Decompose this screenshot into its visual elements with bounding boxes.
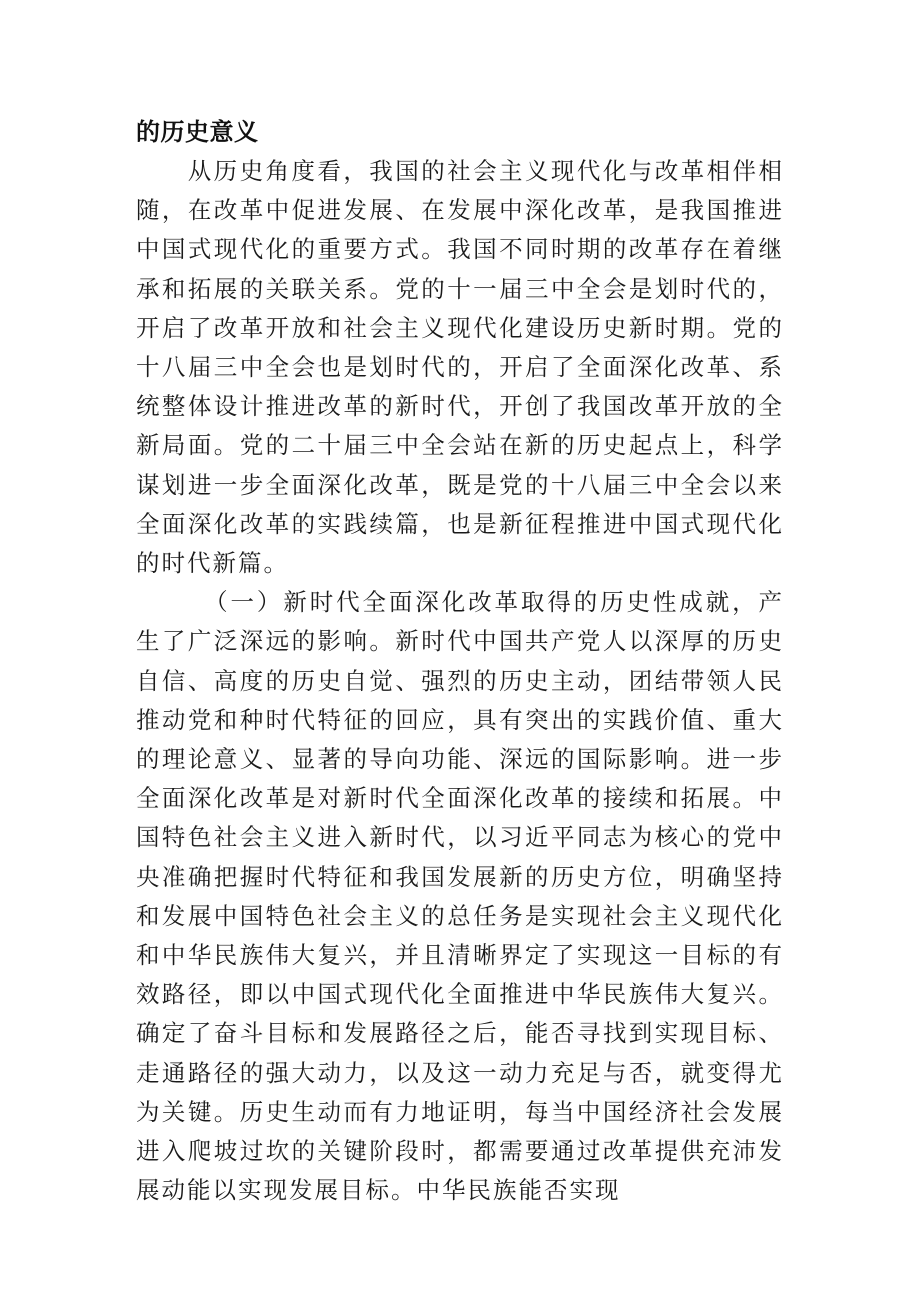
section-heading: 的历史意义 — [136, 118, 259, 146]
document-body — [136, 112, 784, 1210]
paragraph-1: 从历史角度看，我国的社会主义现代化与改革相伴相随，在改革中促进发展、在发展中深化改革，是我国推进中国式现代化的重要方式。我国不同时期的改革存在着继承和拓展的关联关系。党的十一届三中全会是划时代的，开启了改革开放和社会主义现代化建设历史新时期。党的十八届三中全会也是划时代的，开启了全面深化改革、系统整体设计推进改革的新时代，开创了我国改革开放的全新局面。党的二十届三中全会站在新的历史起点上，科学谋划进一步全面深化改革，既是党的十八届三中全会以来全面深化改革的实践续篇，也是新征程推进中国式现代化的时代新篇。 — [136, 157, 784, 578]
paragraph-2: （一）新时代全面深化改革取得的历史性成就，产生了广泛深远的影响。新时代中国共产党人以深厚的历史自信、高度的历史自觉、强烈的历史主动，团结带领人民推动党和种时代特征的回应，具有突出的实践价值、重大的理论意义、显著的导向功能、深远的国际影响。进一步全面深化改革是对新时代全面深化改革的接续和拓展。中国特色社会主义进入新时代，以习近平同志为核心的党中央准确把握时代特征和我国发展新的历史方位，明确坚持和发展中国特色社会主义的总任务是实现社会主义现代化和中华民族伟大复兴，并且清晰界定了实现这一目标的有效路径，即以中国式现代化全面推进中华民族伟大复兴。确定了奋斗目标和发展路径之后，能否寻找到实现目标、走通路径的强大动力，以及这一动力充足与否，就变得尤为关键。历史生动而有力地证明，每当中国经济社会发展进入爬坡过坎的关键阶段时，都需要通过改革提供充沛发展动能以实现发展目标。中华民族能否实现 — [136, 588, 784, 1205]
